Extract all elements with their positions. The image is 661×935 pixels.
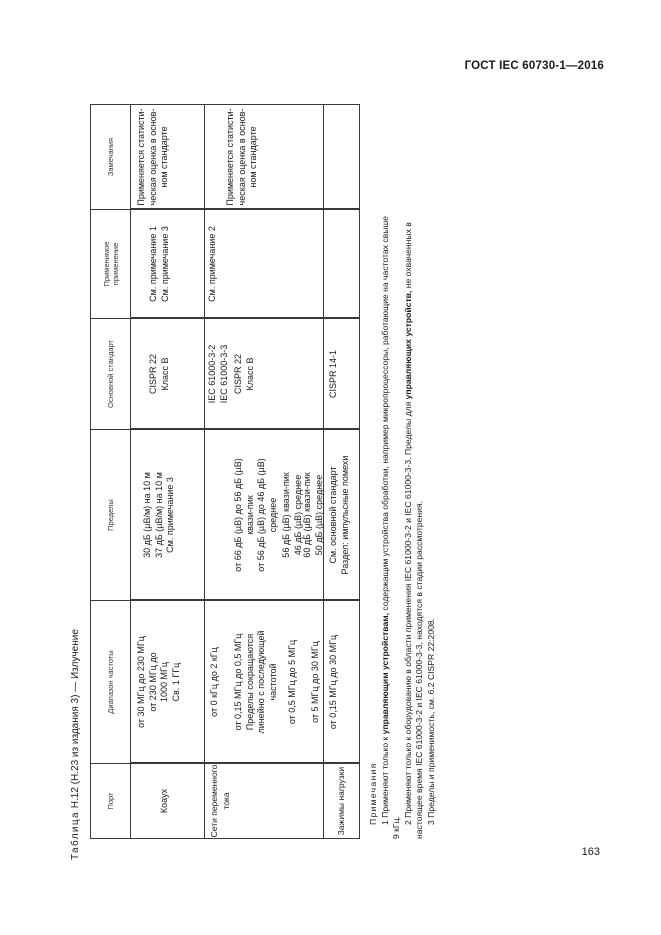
cell-limits-ac-b xyxy=(233,429,279,601)
text-line: от 0,15 МГц до 0,5 МГц xyxy=(233,633,243,731)
text-line: IEC 61000-3-2 xyxy=(207,344,217,404)
table-notes xyxy=(368,104,438,839)
cell-freq-load: от 0,15 МГц до 30 МГц xyxy=(328,634,338,730)
text-line: частотой xyxy=(267,663,278,701)
cell-standard-coax xyxy=(148,318,171,430)
text-line: IEC 61000-3-3 xyxy=(218,344,229,404)
cell-standard-load: CISPR 14-1 xyxy=(328,349,338,399)
text-line: См. основной стандарт xyxy=(328,466,338,564)
note-text: 2 Применяют только к оборудованию в области применения IEC 61000-3-2 и IEC 61000-3-3. Пределы для xyxy=(402,399,413,825)
text-line: Сети переменного xyxy=(209,764,219,838)
text-line: Раздел: импульсные помехи xyxy=(339,455,350,575)
rotated-table-area xyxy=(70,90,436,860)
text-line: тока xyxy=(220,792,231,810)
cell-port-coax: Коаух xyxy=(159,788,169,814)
text-line: Класс В xyxy=(159,357,170,391)
cell-standard-ac-b xyxy=(233,318,256,430)
cell-remarks-coax xyxy=(136,104,171,210)
text-line: 37 дБ (µВ/м) на 10 м xyxy=(153,472,164,558)
cell-port-ac-mains xyxy=(209,763,232,839)
text-line: среднее xyxy=(267,497,278,533)
cell-limits-ac-c xyxy=(281,429,304,601)
col-header-limits: Пределы xyxy=(90,429,131,601)
cell-freq-ac-a: от 0 кГц до 2 кГц xyxy=(209,647,219,717)
cell-freq-ac-b xyxy=(233,600,279,764)
note-2 xyxy=(403,104,415,839)
text-line: ческая оценка в основ- xyxy=(236,108,247,206)
text-line: линейно с последующей xyxy=(256,630,266,734)
text-line: 56 дБ (µВ) квази-пик xyxy=(281,472,291,558)
text-line: от 230 МГц до xyxy=(147,652,158,712)
note-term: управляющим устройствам, xyxy=(379,613,390,735)
note-1 xyxy=(380,104,392,839)
cell-freq-ac-c: от 0,5 МГц до 5 МГц xyxy=(287,639,297,725)
col-header-remarks: Замечания xyxy=(90,104,131,210)
text-line: ческая оценка в основ- xyxy=(147,108,158,206)
cell-standard-ac-a xyxy=(207,318,230,430)
note-term: управляющих устройств, xyxy=(402,290,413,400)
text-line: Класс В xyxy=(244,357,255,391)
col-header-port: Порт xyxy=(90,763,131,839)
cell-application-coax xyxy=(148,209,171,319)
cell-limits-ac-d xyxy=(302,429,325,601)
text-line: 60 дБ (µВ) квази-пик xyxy=(302,472,312,558)
text-line: ном стандарте xyxy=(159,126,169,188)
text-line: См. примечание 1 xyxy=(148,226,158,302)
page-number: 163 xyxy=(581,846,600,858)
note-3: 3 Пределы и применимость, см. 6.2 CISPR 22:2008. xyxy=(425,617,436,825)
text-line: Применяется статисти- xyxy=(136,108,146,206)
text-line: от 66 дБ (µВ) до 56 дБ (µВ) xyxy=(233,458,243,572)
cell-remarks-ac xyxy=(225,104,260,210)
text-line: от 30 МГц до 230 МГц xyxy=(136,636,146,728)
cell-freq-ac-d: от 5 МГц до 30 МГц xyxy=(310,641,320,723)
note-1-continued: 9 кГц. xyxy=(391,816,402,839)
text-line: Св. 1 ГГц xyxy=(170,662,181,702)
text-line: См. примечание 3 xyxy=(165,477,175,553)
note-text: содержащим устройства обработки, например микропроцессоры, работающие на частотах свыше xyxy=(379,215,390,614)
cell-application-ac: См. примечание 2 xyxy=(207,226,217,302)
table-caption-label: Таблица xyxy=(70,810,81,860)
text-line: Пределы сокращаются xyxy=(244,633,255,731)
table-caption xyxy=(70,629,81,860)
text-line: 50 дБ (µВ) среднее xyxy=(313,474,324,556)
cell-limits-load xyxy=(328,429,351,601)
text-line: от 56 дБ (µВ) до 46 дБ (µВ) xyxy=(256,458,266,572)
cell-freq-coax xyxy=(136,600,182,764)
notes-title: Примечания xyxy=(368,762,378,825)
text-line: См. примечание 3 xyxy=(159,226,170,302)
text-line: Применяется статисти- xyxy=(225,108,235,206)
note-2-continued: настоящее время IEC 61000-3-2 и IEC 61000-3-3, находятся в стадии рассмотрения. xyxy=(414,501,425,839)
cell-port-load: Зажимы нагрузки xyxy=(336,766,346,836)
text-line: 30 дБ (µВ/м) на 10 м xyxy=(142,472,152,558)
text-line: CISPR 22 xyxy=(148,353,158,395)
col-header-standard: Основной стандарт xyxy=(90,318,131,430)
emission-table xyxy=(90,104,360,839)
text-line: 46 дБ (µВ) среднее xyxy=(292,474,303,556)
cell-limits-coax xyxy=(142,429,177,601)
note-text: 1 Применяют только к xyxy=(379,734,390,825)
text-line: квази-пик xyxy=(244,495,255,535)
text-line: CISPR 22 xyxy=(233,353,243,395)
document-header: ГОСТ IEC 60730-1—2016 xyxy=(464,60,604,72)
col-header-application: Применимое применение xyxy=(90,209,131,319)
col-header-frequency: Диапазон частоты xyxy=(90,600,131,764)
table-caption-text: Н.12 (Н.23 из издания 3) — Излучение xyxy=(70,629,81,811)
text-line: 1000 МГц xyxy=(159,661,169,703)
note-text: не охваченных в xyxy=(402,222,413,291)
text-line: ном стандарте xyxy=(248,126,258,188)
